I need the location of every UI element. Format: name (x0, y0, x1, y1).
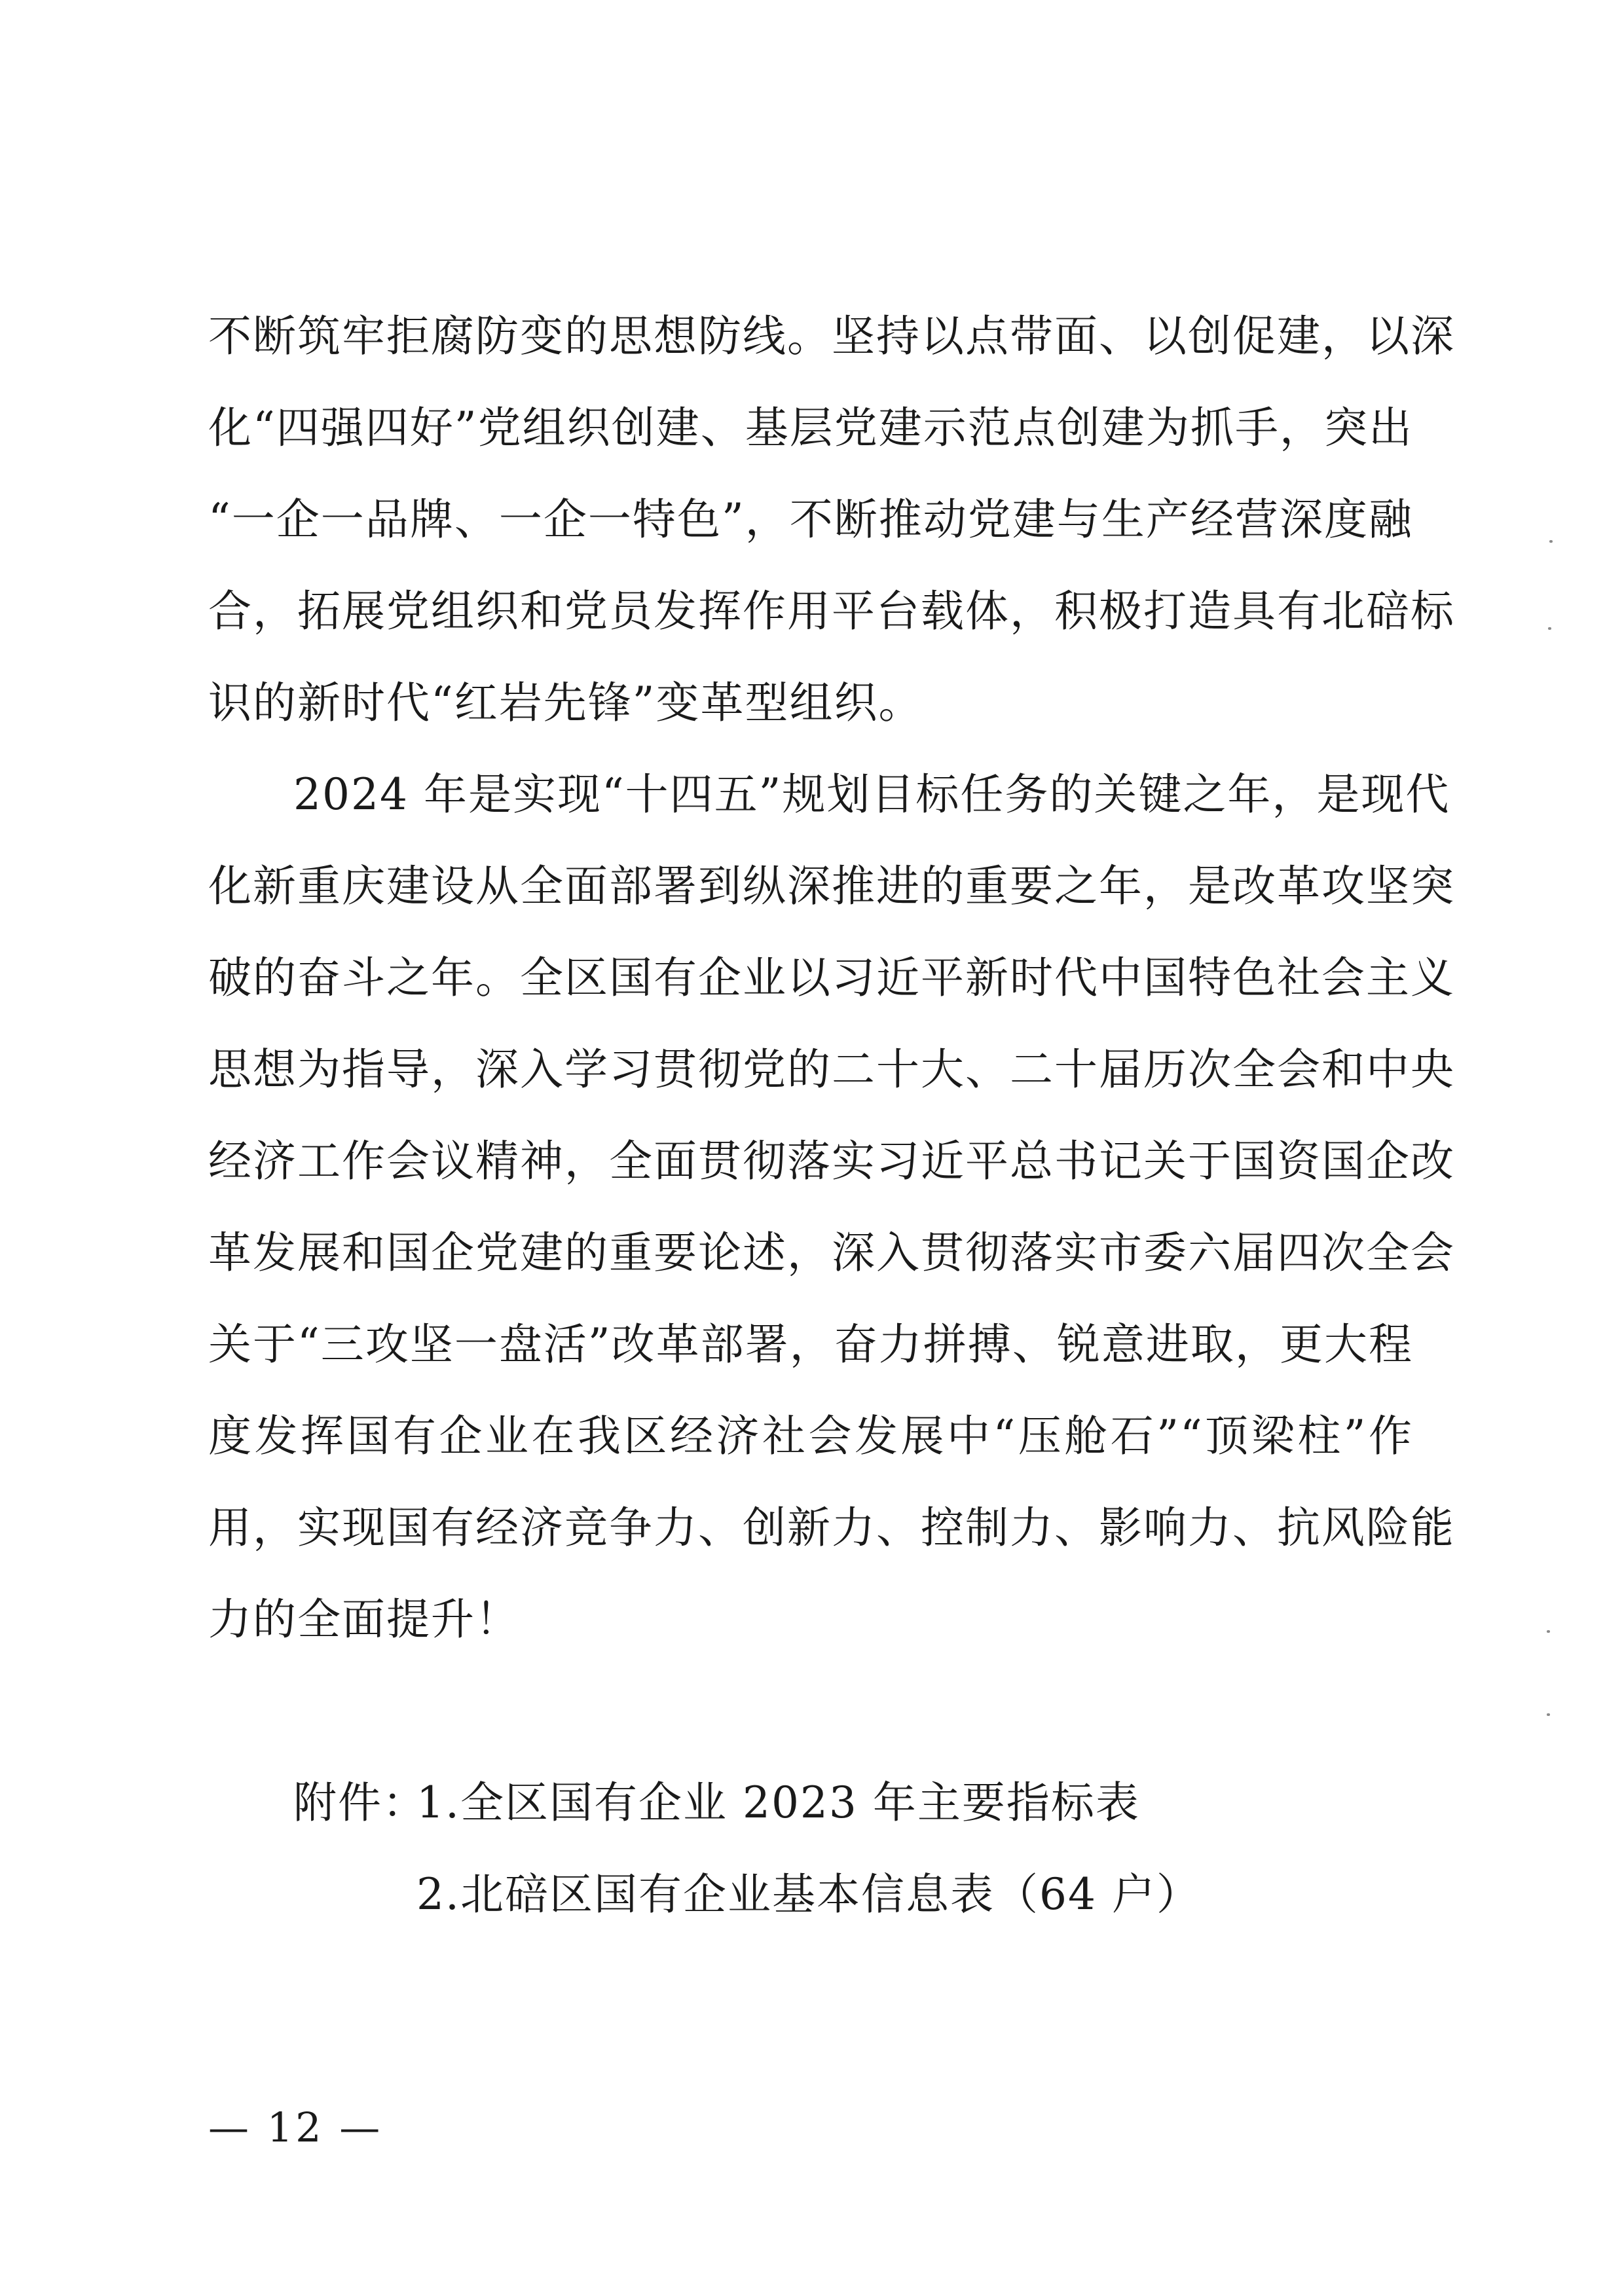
scan-speck (1549, 540, 1553, 543)
page-number: — 12 — (208, 2104, 383, 2151)
paragraph-line: 识的新时代“红岩先锋”变革型组织。 (208, 678, 923, 728)
paragraph-line: 化新重庆建设从全面部署到纵深推进的重要之年，是改革攻坚突 (208, 861, 1455, 911)
paragraph-line: 思想为指导，深入学习贯彻党的二十大、二十届历次全会和中央 (208, 1044, 1455, 1095)
paragraph-line: 不断筑牢拒腐防变的思想防线。坚持以点带面、以创促建，以深 (208, 311, 1455, 361)
scan-speck (1547, 1713, 1550, 1716)
paragraph-line: 经济工作会议精神，全面贯彻落实习近平总书记关于国资国企改 (208, 1136, 1455, 1186)
paragraph-line: 破的奋斗之年。全区国有企业以习近平新时代中国特色社会主义 (208, 953, 1455, 1003)
attachment-item: 2.北碚区国有企业基本信息表（64 户） (416, 1869, 1201, 1920)
paragraph-line: 用，实现国有经济竞争力、创新力、控制力、影响力、抗风险能 (208, 1503, 1455, 1553)
paragraph-line: 力的全面提升！ (208, 1594, 520, 1645)
paragraph-line: 革发展和国企党建的重要论述，深入贯彻落实市委六届四次全会 (208, 1228, 1455, 1278)
attachments-label: 附件： (293, 1777, 427, 1828)
scan-speck (1547, 1630, 1550, 1633)
paragraph-line: 度发挥国有企业在我区经济社会发展中“压舱石”“顶梁柱”作 (208, 1411, 1413, 1461)
paragraph-line: “一企一品牌、一企一特色”，不断推动党建与生产经营深度融 (208, 494, 1413, 545)
paragraph-line: 关于“三攻坚一盘活”改革部署，奋力拼搏、锐意进取，更大程 (208, 1319, 1413, 1370)
paragraph-line: 2024 年是实现“十四五”规划目标任务的关键之年，是现代 (293, 769, 1450, 820)
scan-speck (1548, 627, 1551, 630)
paragraph-line: 合，拓展党组织和党员发挥作用平台载体，积极打造具有北碚标 (208, 586, 1455, 636)
paragraph-line: 化“四强四好”党组织创建、基层党建示范点创建为抓手，突出 (208, 403, 1413, 453)
attachment-item: 1.全区国有企业 2023 年主要指标表 (416, 1777, 1140, 1828)
